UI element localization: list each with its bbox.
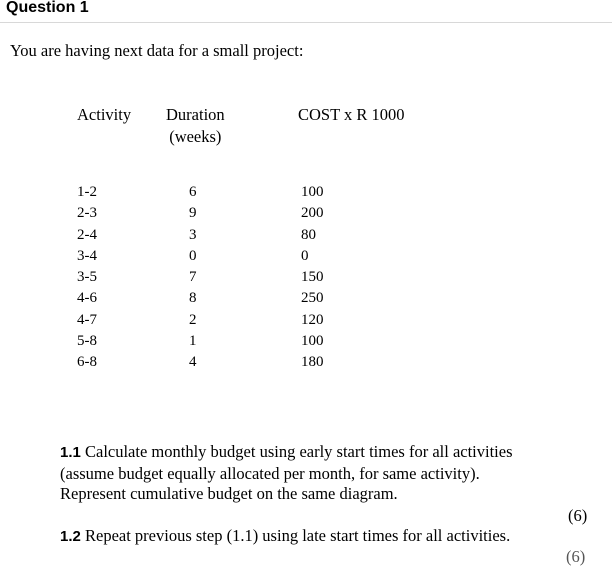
- cost-cell: 80: [301, 226, 316, 243]
- duration-cell: 9: [189, 205, 197, 222]
- duration-cell: 7: [189, 269, 197, 286]
- question-title: Question 1: [6, 0, 89, 16]
- activity-cell: 1-2: [77, 184, 97, 200]
- task-1-1-marks: (6): [568, 506, 588, 525]
- task-1-1-line3: Represent cumulative budget on the same diagram.: [60, 484, 398, 503]
- cost-cell: 0: [301, 247, 309, 264]
- cost-cell: 100: [301, 333, 324, 350]
- header-activity: Activity: [77, 105, 132, 124]
- task-1-1-text-line1: Calculate monthly budget using early start times for all activities: [84, 442, 513, 461]
- header-duration: [166, 104, 225, 148]
- activity-cell: 4-6: [77, 290, 97, 307]
- intro-text: You are having next data for a small project:: [10, 41, 304, 60]
- activity-cell: 3-4: [77, 247, 97, 264]
- task-1-2: [60, 526, 510, 548]
- duration-cell: 2: [189, 311, 197, 328]
- activity-cell: 2-3: [77, 205, 97, 222]
- duration-cell: 4: [189, 354, 197, 371]
- cost-cell: 180: [301, 354, 324, 371]
- header-cost: COST x R 1000: [298, 105, 405, 124]
- cost-cell: 250: [301, 290, 324, 307]
- task-1-2-marks-partial: (6): [566, 547, 586, 566]
- activity-cell: 2-4: [77, 226, 97, 243]
- activity-cell: 6-8: [77, 354, 97, 371]
- cost-cell: 100: [301, 184, 324, 200]
- task-1-1-number: 1.1: [60, 444, 81, 461]
- cost-cell: 200: [301, 205, 324, 222]
- duration-cell: 6: [189, 184, 197, 200]
- header-duration-line2: (weeks): [169, 127, 222, 146]
- duration-cell: 0: [189, 247, 197, 264]
- activity-cell: 5-8: [77, 333, 97, 350]
- task-1-2-text: Repeat previous step (1.1) using late start times for all activities.: [84, 526, 511, 545]
- duration-cell: 3: [189, 226, 197, 243]
- duration-cell: 8: [189, 290, 197, 307]
- cost-cell: 120: [301, 311, 324, 328]
- header-duration-line1: Duration: [166, 105, 225, 124]
- duration-column: [189, 182, 197, 374]
- activity-column: [77, 182, 97, 374]
- cost-cell: 150: [301, 269, 324, 286]
- task-1-1: [60, 442, 580, 505]
- task-1-2-number: 1.2: [60, 528, 81, 545]
- activity-cell: 4-7: [77, 311, 97, 328]
- activity-cell: 3-5: [77, 269, 97, 286]
- duration-cell: 1: [189, 333, 197, 350]
- task-1-1-line2: (assume budget equally allocated per month, for same activity).: [60, 463, 480, 483]
- task-1-1-line1: [60, 442, 580, 464]
- question-heading-bar: [0, 0, 612, 23]
- cost-column: [301, 182, 324, 374]
